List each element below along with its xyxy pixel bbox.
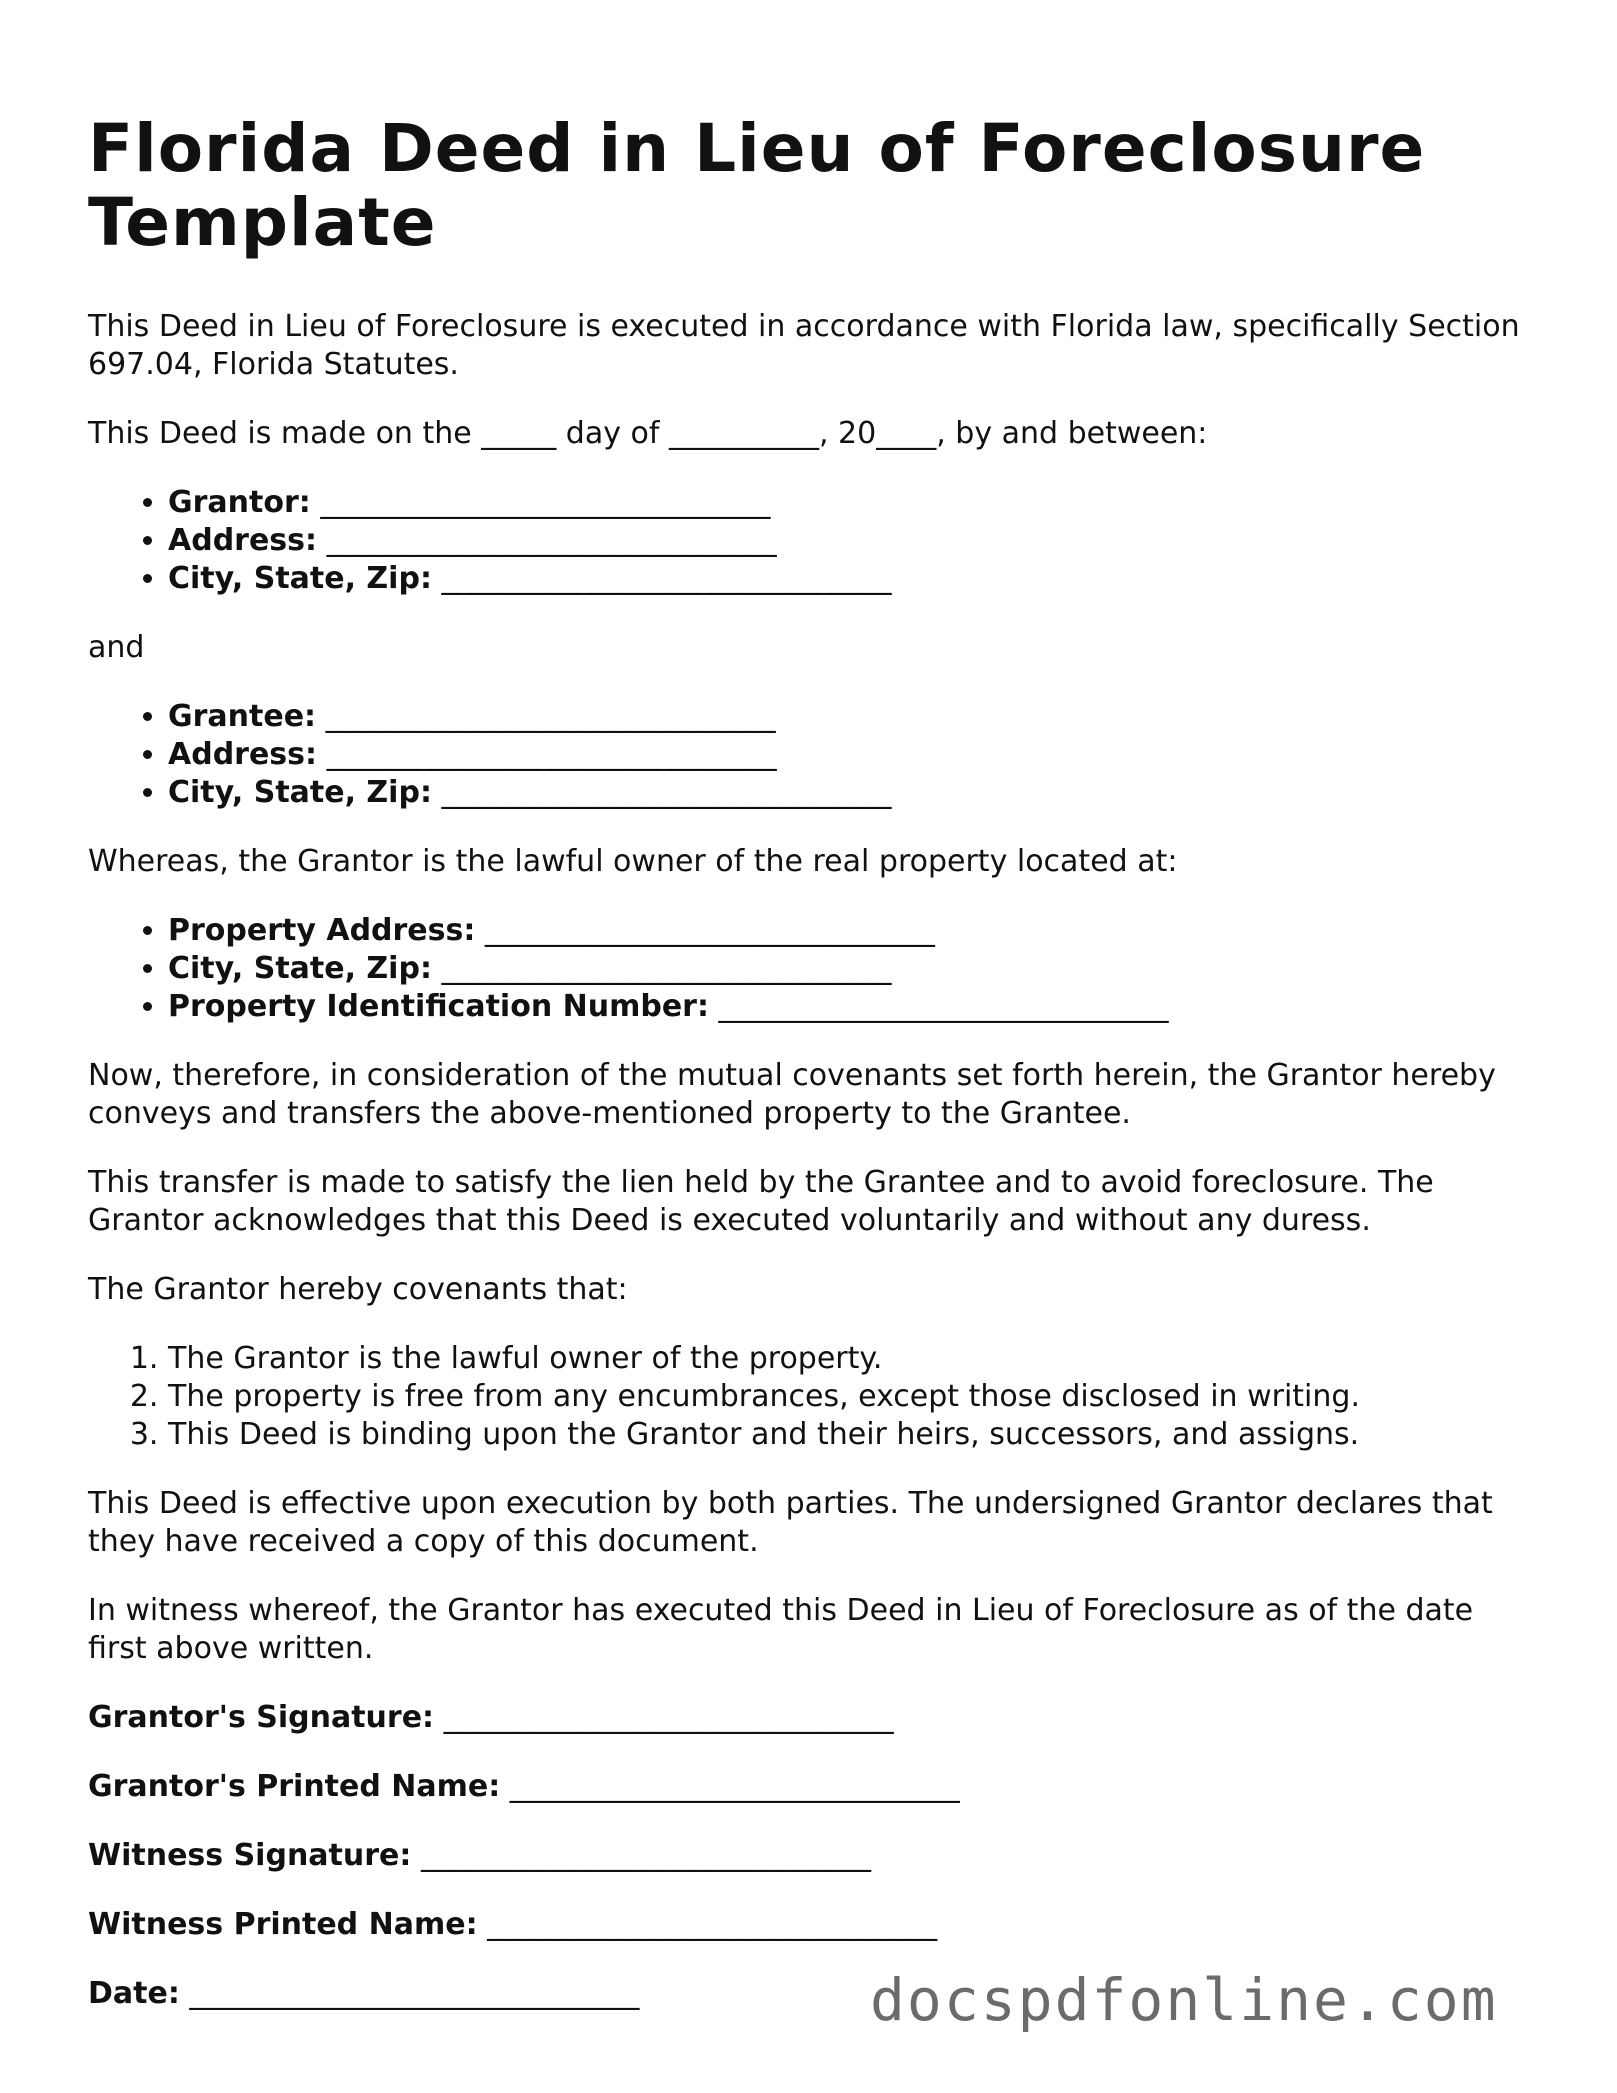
document-page [88,112,1528,2044]
property-city-blank[interactable]: ______________________________ [441,951,892,986]
effective-paragraph: This Deed is effective upon execution by both parties. The undersigned Grantor declares that they have received a copy of this document. [88,1486,1493,1559]
whereas-paragraph: Whereas, the Grantor is the lawful owner of the real property located at: [88,844,1178,879]
covenants-list [88,1340,1528,1454]
grantor-fields-list [88,484,1528,598]
grantee-city-field: • City, State, Zip: ______________________________ [168,774,1528,812]
grantee-name-blank[interactable]: ______________________________ [325,699,776,734]
grantor-name-field: • Grantor: ______________________________ [168,484,1528,522]
made-on-paragraph: This Deed is made on the _____ day of __________, 20____, by and between: [88,416,1208,451]
date-line: Date: ______________________________ [88,1976,640,2011]
property-fields-list [88,912,1528,1026]
covenant-item: 2. The property is free from any encumbrances, except those disclosed in writing. [168,1378,1528,1416]
witness-printed-name-line: Witness Printed Name: ______________________________ [88,1907,938,1942]
transfer-paragraph: This transfer is made to satisfy the lien held by the Grantee and to avoid foreclosure. The Grantor acknowledges that this Deed is executed voluntarily and without any duress. [88,1165,1434,1238]
witness-paragraph: In witness whereof, the Grantor has executed this Deed in Lieu of Foreclosure as of the date first above written. [88,1593,1474,1666]
grantor-name-blank[interactable]: ______________________________ [320,485,771,520]
grantor-city-field: • City, State, Zip: ______________________________ [168,560,1528,598]
grantor-signature-blank[interactable]: ______________________________ [443,1700,894,1735]
date-blank[interactable]: ______________________________ [189,1976,640,2011]
grantor-printed-name-blank[interactable]: ______________________________ [509,1769,960,1804]
and-text: and [88,630,145,665]
grantee-address-blank[interactable]: ______________________________ [326,737,777,772]
grantee-name-field: • Grantee: ______________________________ [168,698,1528,736]
grantor-printed-name-line: Grantor's Printed Name: ______________________________ [88,1769,960,1804]
grantor-address-field: • Address: ______________________________ [168,522,1528,560]
covenants-intro: The Grantor hereby covenants that: [88,1272,628,1307]
grantee-address-field: • Address: ______________________________ [168,736,1528,774]
intro-paragraph: This Deed in Lieu of Foreclosure is executed in accordance with Florida law, specifically Section 697.04, Florida Statutes. [88,309,1520,382]
grantor-city-blank[interactable]: ______________________________ [441,561,892,596]
witness-signature-blank[interactable]: ______________________________ [420,1838,871,1873]
grantor-address-blank[interactable]: ______________________________ [326,523,777,558]
property-address-field: • Property Address: ______________________________ [168,912,1528,950]
covenant-item: 3. This Deed is binding upon the Grantor and their heirs, successors, and assigns. [168,1416,1528,1454]
covenant-item: 1. The Grantor is the lawful owner of the property. [168,1340,1528,1378]
witness-signature-line: Witness Signature: ______________________________ [88,1838,871,1873]
property-city-field: • City, State, Zip: ______________________________ [168,950,1528,988]
now-therefore-paragraph: Now, therefore, in consideration of the mutual covenants set forth herein, the Grantor hereby conveys and transfers the above-mentioned property to the Grantee. [88,1058,1496,1131]
property-id-field: • Property Identification Number: ______________________________ [168,988,1528,1026]
watermark: docspdfonline.com [870,1966,1498,2034]
grantee-city-blank[interactable]: ______________________________ [441,775,892,810]
document-title: Florida Deed in Lieu of Foreclosure Template [88,110,1426,261]
property-id-blank[interactable]: ______________________________ [718,989,1169,1024]
witness-printed-name-blank[interactable]: ______________________________ [487,1907,938,1942]
grantor-signature-line: Grantor's Signature: ______________________________ [88,1700,894,1735]
grantee-fields-list [88,698,1528,812]
property-address-blank[interactable]: ______________________________ [484,913,935,948]
